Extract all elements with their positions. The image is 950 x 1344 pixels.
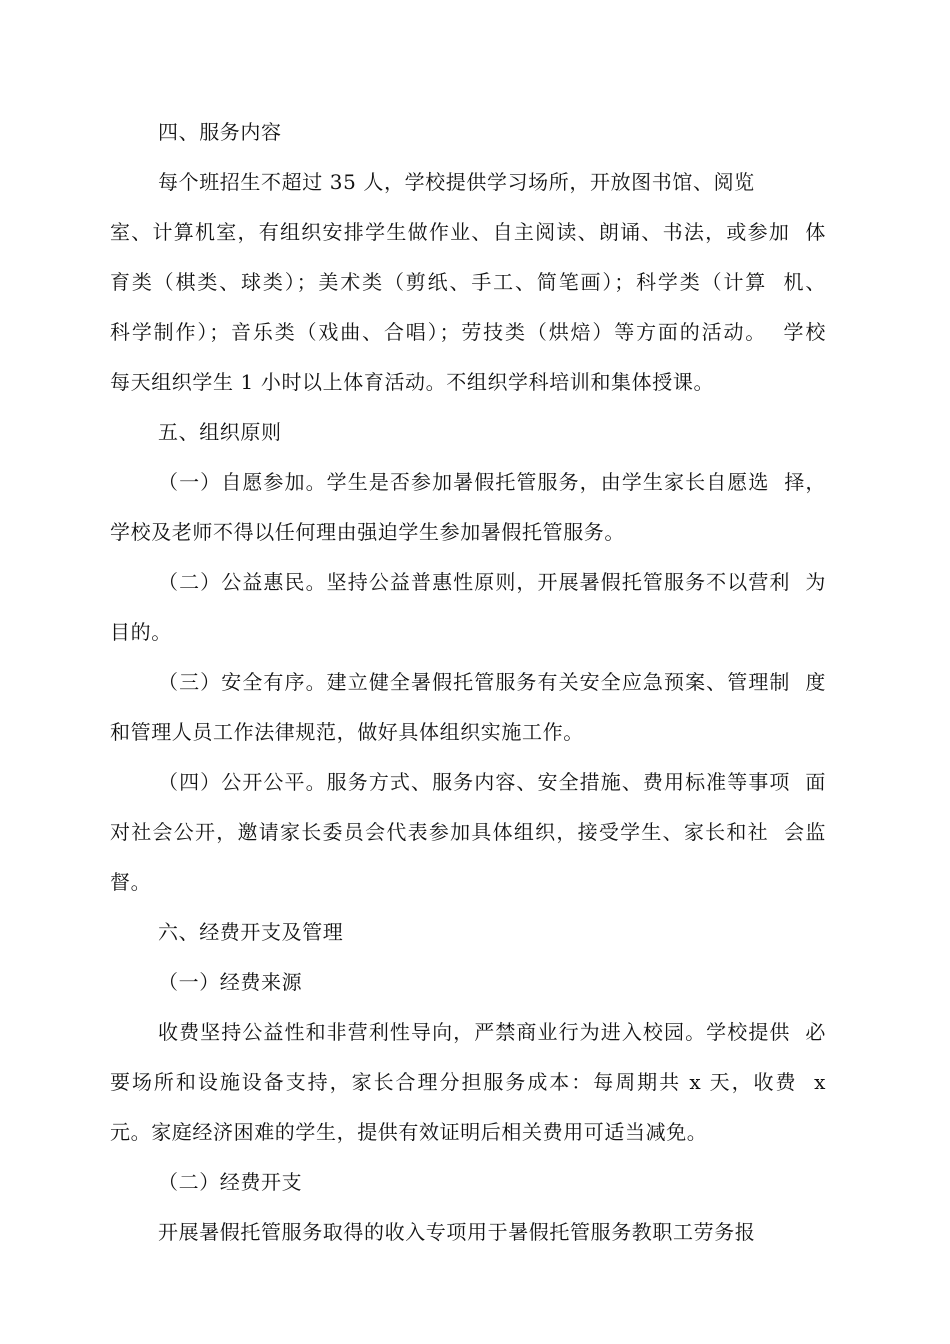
paragraph-line: 督。: [110, 870, 152, 894]
paragraph-line: 元。家庭经济困难的学生，提供有效证明后相关费用可适当减免。: [110, 1120, 708, 1144]
paragraph-line: 学校及老师不得以任何理由强迫学生参加暑假托管服务。: [110, 520, 625, 544]
paragraph-line: （三）安全有序。建立健全暑假托管服务有关安全应急预案、管理制 度: [158, 670, 826, 694]
paragraph-line: 育类（棋类、球类）；美术类（剪纸、手工、简笔画）；科学类（计算 机、: [110, 270, 826, 294]
paragraph-line: 要场所和设施设备支持，家长合理分担服务成本：每周期共 x 天，收费 x: [110, 1070, 826, 1094]
paragraph-line: 开展暑假托管服务取得的收入专项用于暑假托管服务教职工劳务报: [158, 1220, 756, 1244]
subsection-heading-funding-source: （一）经费来源: [158, 970, 303, 994]
subsection-heading-funding-expense: （二）经费开支: [158, 1170, 303, 1194]
section-heading-service-content: 四、服务内容: [158, 120, 282, 144]
paragraph-line: 目的。: [110, 620, 172, 644]
paragraph-line: 对社会公开，邀请家长委员会代表参加具体组织，接受学生、家长和社 会监: [110, 820, 826, 844]
paragraph-line: （二）公益惠民。坚持公益普惠性原则，开展暑假托管服务不以营利 为: [158, 570, 826, 594]
paragraph-line: 每个班招生不超过 35 人，学校提供学习场所，开放图书馆、阅览: [158, 170, 755, 194]
paragraph-line: 和管理人员工作法律规范，做好具体组织实施工作。: [110, 720, 584, 744]
paragraph-line: 室、计算机室，有组织安排学生做作业、自主阅读、朗诵、书法，或参加 体: [110, 220, 826, 244]
paragraph-line: 收费坚持公益性和非营利性导向，严禁商业行为进入校园。学校提供 必: [158, 1020, 826, 1044]
paragraph-line: （一）自愿参加。学生是否参加暑假托管服务，由学生家长自愿选 择，: [158, 470, 826, 494]
section-heading-principles: 五、组织原则: [158, 420, 282, 444]
paragraph-line: 每天组织学生 1 小时以上体育活动。不组织学科培训和集体授课。: [110, 370, 715, 394]
paragraph-line: （四）公开公平。服务方式、服务内容、安全措施、费用标准等事项 面: [158, 770, 826, 794]
section-heading-funding: 六、经费开支及管理: [158, 920, 344, 944]
paragraph-line: 科学制作）；音乐类（戏曲、合唱）；劳技类（烘焙）等方面的活动。 学校: [110, 320, 826, 344]
